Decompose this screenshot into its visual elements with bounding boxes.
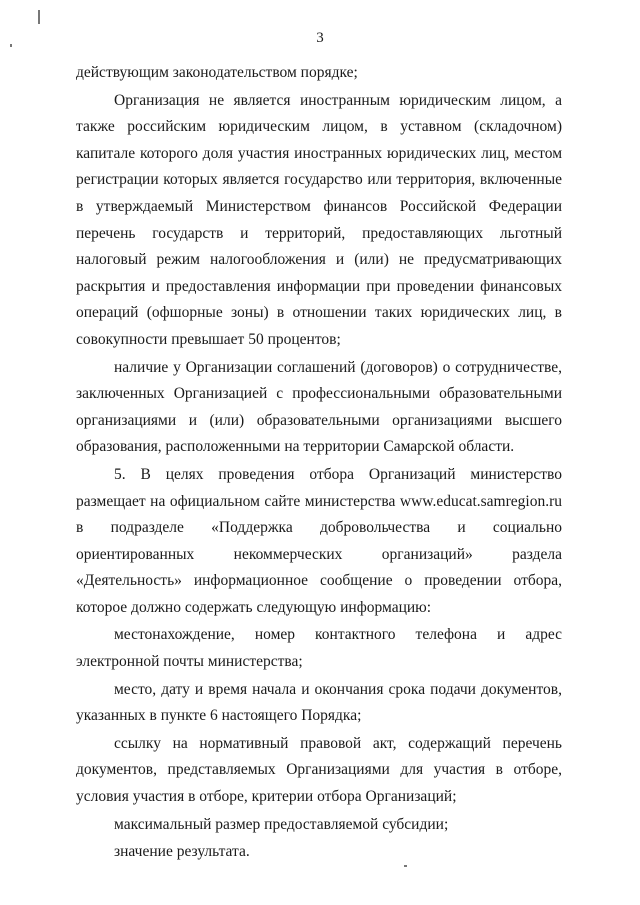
paragraph-continuation: действующим законодательством порядке; [76,64,358,81]
page-number: 3 [316,30,324,46]
list-item-result-value: значение результата. [114,843,250,861]
list-item-location: местонахождение, номер контактного телефона и адрес электронной почты министерства; [76,626,562,671]
paragraph-cooperation-agreements: наличие у Организации соглашений (договоров) о сотрудничестве, заключенных Организацией с профессиональными образовательными организациями и (или) образовательными организациями высшего образования, расположенными на территории Самарской области. [76,358,562,456]
list-item-max-subsidy: максимальный размер предоставляемой субсидии; [114,815,449,833]
scan-speck [38,10,40,24]
list-item-dates: место, дату и время начала и окончания срока подачи документов, указанных в пункте 6 настоящего Порядка; [76,680,562,725]
paragraph-foreign-entity: Организация не является иностранным юридическим лицом, а также российским юридическим лицом, в уставном (складочном) капитале которого доля участия иностранных юридических лиц, местом регистрации которых является государство или территория, включенные в утверждаемый Министерством финансов Российской Федерации перечень государств и территорий, предоставляющих льготный налоговый режим налогообложения и (или) не предусматривающих раскрытия и предоставления информации при проведении финансовых операций (офшорные зоны) в отношении таких юридических лиц, в совокупности превышает 50 процентов; [76,91,562,348]
paragraph-section-5: 5. В целях проведения отбора Организаций министерство размещает на официальном сайте министерства www.educat.samregion.ru в подразделе «Поддержка добровольчества и социально ориентированных некоммерческих организаций» раздела «Деятельность» информационное сообщение о проведении отбора, которое должно содержать следующую информацию: [76,465,562,616]
document-body [76,60,562,866]
list-item-legal-act-link: ссылку на нормативный правовой акт, содержащий перечень документов, представляемых Организациями для участия в отборе, условия участия в отборе, критерии отбора Организаций; [76,734,562,806]
